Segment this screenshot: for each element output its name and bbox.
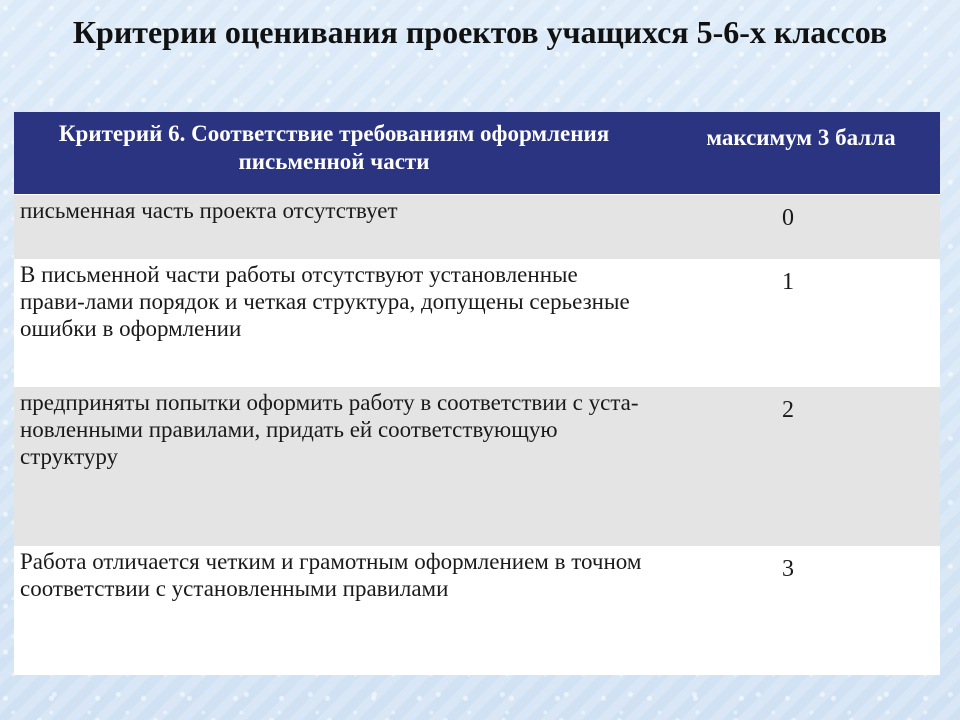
table-row xyxy=(14,259,940,387)
table-row xyxy=(14,194,940,259)
header-criterion: Критерий 6. Соответствие требованиям оформления письменной части xyxy=(58,121,610,174)
row-text: предприняты попытки оформить работу в соответствии с уста-новленными правилами, придать ей соответствующую структуру xyxy=(20,390,639,469)
row-score: 3 xyxy=(782,556,794,582)
row-text: В письменной части работы отсутствуют установленные прави-лами порядок и четкая структура, допущены серьезные ошибки в оформлении xyxy=(20,262,630,341)
header-max-score: максимум 3 балла xyxy=(706,125,896,150)
table-row xyxy=(14,387,940,546)
page-title: Критерии оценивания проектов учащихся 5-6-х классов xyxy=(72,14,888,50)
row-text: письменная часть проекта отсутствует xyxy=(20,198,398,223)
row-score: 1 xyxy=(782,269,794,295)
criteria-table xyxy=(14,112,940,675)
row-score: 0 xyxy=(782,205,794,231)
row-score: 2 xyxy=(782,397,794,423)
row-text: Работа отличается четким и грамотным оформлением в точном соответствии с установленными правилами xyxy=(20,549,642,601)
table-header-row xyxy=(14,112,940,194)
table-row xyxy=(14,546,940,675)
